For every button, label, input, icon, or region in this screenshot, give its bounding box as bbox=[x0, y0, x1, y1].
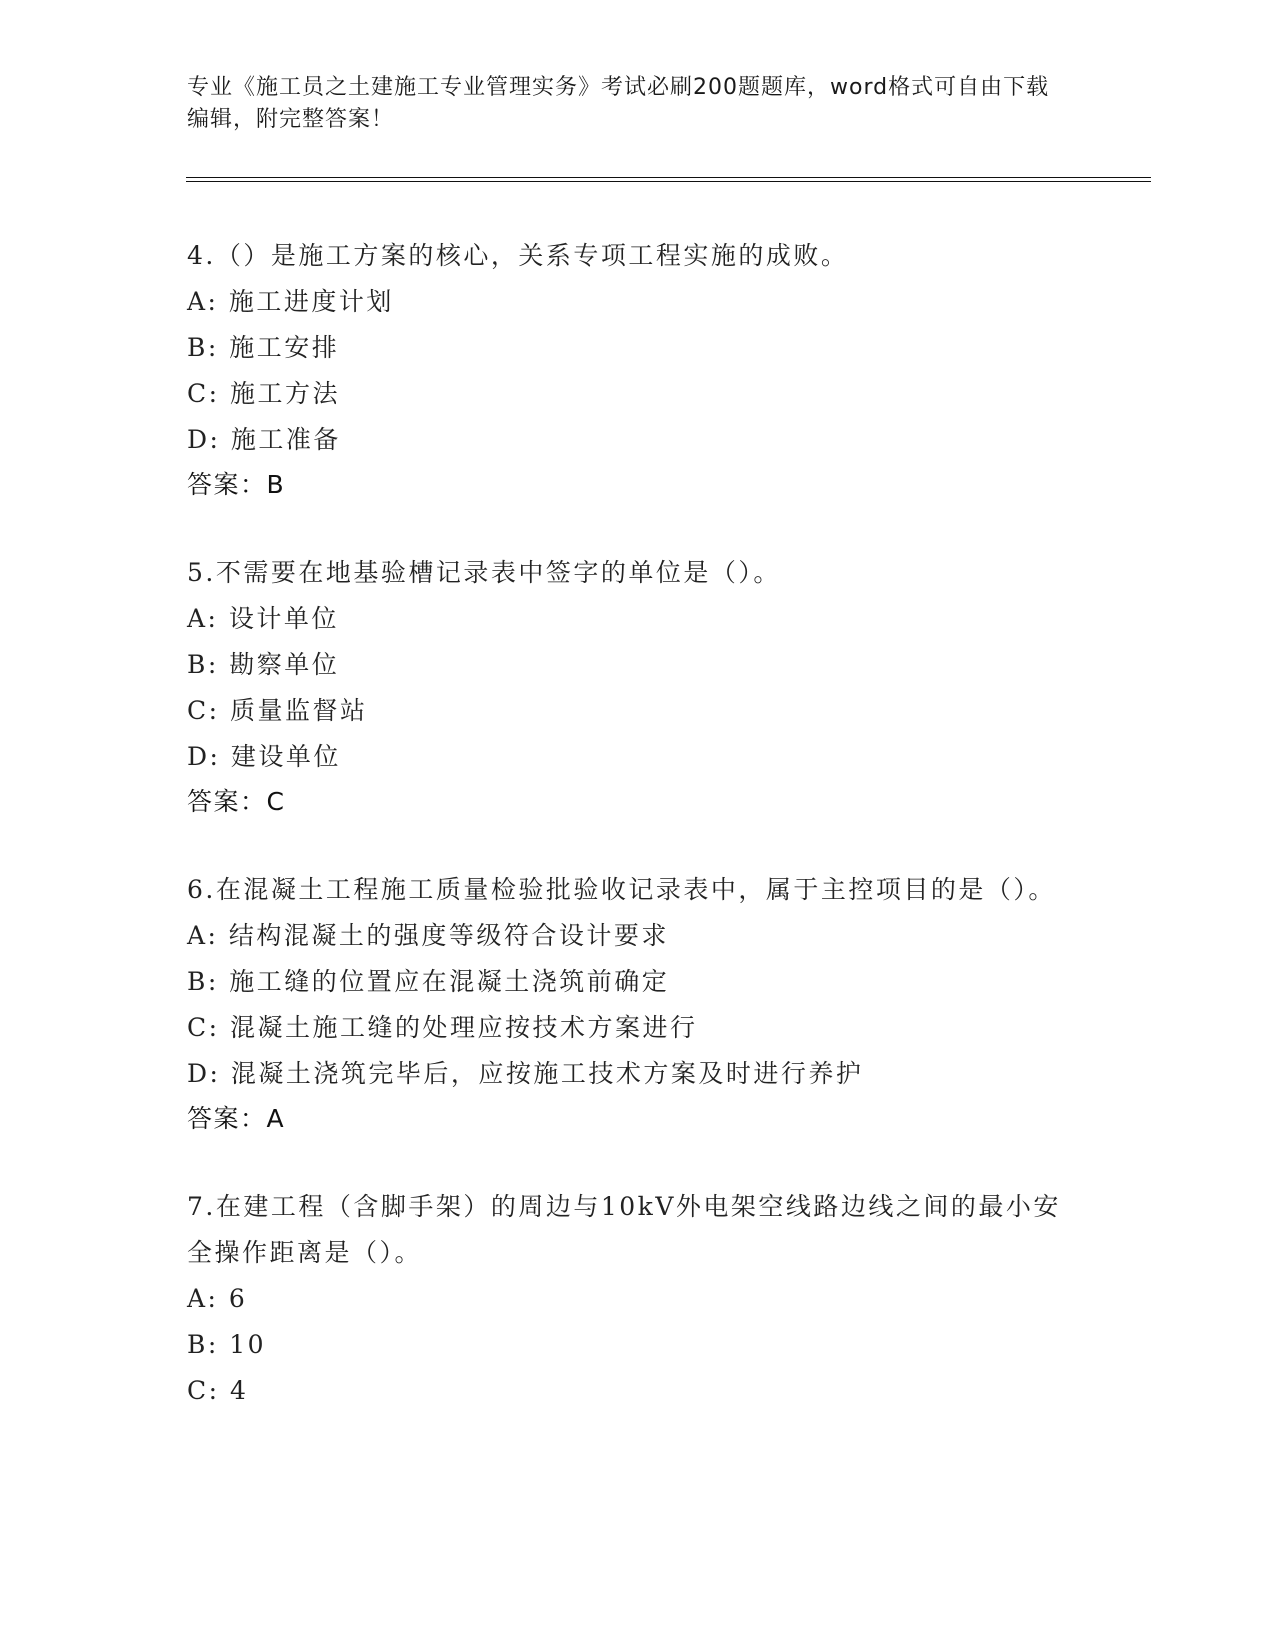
question-spacer bbox=[187, 507, 1087, 550]
question-stem: 5.不需要在地基验槽记录表中签字的单位是（）。 bbox=[187, 558, 781, 587]
header-divider-bottom bbox=[186, 181, 1151, 182]
question-5 bbox=[187, 550, 1087, 824]
header-divider-top bbox=[186, 177, 1151, 178]
option-b: B: 10 bbox=[187, 1330, 267, 1359]
question-spacer bbox=[187, 1141, 1087, 1184]
answer: 答案：C bbox=[187, 787, 286, 816]
option-a: A: 设计单位 bbox=[187, 604, 339, 633]
option-d: D: 施工准备 bbox=[187, 425, 341, 454]
option-a: A: 施工进度计划 bbox=[187, 287, 394, 316]
option-a: A: 结构混凝土的强度等级符合设计要求 bbox=[187, 921, 669, 950]
option-b: B: 施工安排 bbox=[187, 333, 340, 362]
document-header: 专业《施工员之土建施工专业管理实务》考试必刷200题题库，word格式可自由下载编辑，附完整答案！ bbox=[187, 75, 1050, 132]
option-d: D: 建设单位 bbox=[187, 742, 341, 771]
question-stem: 7.在建工程（含脚手架）的周边与10kV外电架空线路边线之间的最小安全操作距离是（）。 bbox=[187, 1192, 1061, 1267]
option-c: C: 质量监督站 bbox=[187, 696, 368, 725]
option-a: A: 6 bbox=[187, 1284, 248, 1313]
question-list bbox=[187, 233, 1087, 1414]
question-stem: 4.（）是施工方案的核心，关系专项工程实施的成败。 bbox=[187, 241, 849, 270]
option-d: D: 混凝土浇筑完毕后，应按施工技术方案及时进行养护 bbox=[187, 1059, 864, 1088]
option-c: C: 混凝土施工缝的处理应按技术方案进行 bbox=[187, 1013, 698, 1042]
question-spacer bbox=[187, 824, 1087, 867]
question-4 bbox=[187, 233, 1087, 507]
option-c: C: 4 bbox=[187, 1376, 249, 1405]
question-stem: 6.在混凝土工程施工质量检验批验收记录表中，属于主控项目的是（）。 bbox=[187, 875, 1056, 904]
question-6 bbox=[187, 867, 1087, 1141]
answer: 答案：B bbox=[187, 470, 286, 499]
question-7 bbox=[187, 1184, 1087, 1414]
option-c: C: 施工方法 bbox=[187, 379, 340, 408]
answer: 答案：A bbox=[187, 1104, 286, 1133]
option-b: B: 施工缝的位置应在混凝土浇筑前确定 bbox=[187, 967, 670, 996]
option-b: B: 勘察单位 bbox=[187, 650, 340, 679]
